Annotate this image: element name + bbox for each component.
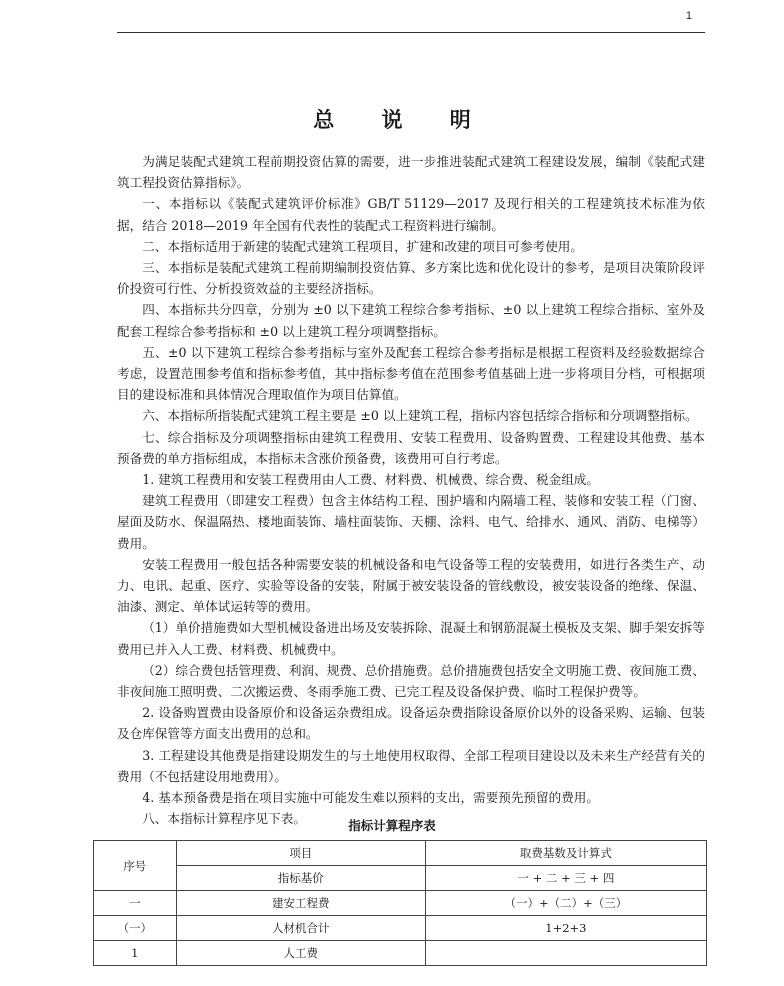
paragraph: 为满足装配式建筑工程前期投资估算的需要，进一步推进装配式建筑工程建设发展，编制《装配式建筑工程投资估算指标》。 (117, 154, 705, 191)
paragraph: 五、±0 以下建筑工程综合参考指标与室外及配套工程综合参考指标是根据工程资料及经验数据综合考虑，设置范围参考值和指标参考值，其中指标参考值在范围参考值基础上进一步将项目分档，可根据项目的建设标准和具体情况合理取值作为项目估算值。 (117, 344, 705, 403)
cell-seq: 一 (94, 891, 177, 916)
paragraph: 2. 设备购置费由设备原价和设备运杂费组成。设备运杂费指除设备原价以外的设备采购、运输、包装及仓库保管等方面支出费用的总和。 (117, 705, 705, 742)
paragraph: 建筑工程费用（即建安工程费）包含主体结构工程、围护墙和内隔墙工程、装修和安装工程（门窗、屋面及防水、保温隔热、楼地面装饰、墙柱面装饰、天棚、涂料、电气、给排水、通风、消防、电梯等）费用。 (117, 493, 705, 551)
cell-item: 人工费 (176, 941, 425, 966)
table-row (94, 866, 707, 891)
cell-item: 人材机合计 (176, 916, 425, 941)
table-header-row (94, 841, 707, 866)
paragraph: 4. 基本预备费是指在项目实施中可能发生难以预料的支出，需要预先预留的费用。 (142, 790, 599, 806)
table-row (94, 891, 707, 916)
paragraph: 1. 建筑工程费用和安装工程费用由人工费、材料费、机械费、综合费、税金组成。 (142, 472, 599, 488)
paragraph: 3. 工程建设其他费是指建设期发生的与土地使用权取得、全部工程项目建设以及未来生产经营有关的费用（不包括建设用地费用）。 (117, 747, 705, 784)
paragraph: （2）综合费包括管理费、利润、规费、总价措施费。总价措施费包括安全文明施工费、夜间施工费、非夜间施工照明费、二次搬运费、冬雨季施工费、已完工程及设备保护费、临时工程保护费等。 (117, 662, 705, 700)
paragraph: 一、本指标以《装配式建筑评价标准》GB/T 51129—2017 及现行相关的工程建筑技术标准为依据，结合 2018—2019 年全国有代表性的装配式工程资料进行编制。 (117, 196, 705, 233)
cell-formula (425, 941, 706, 966)
paragraph: 八、本指标计算程序见下表。 (142, 811, 306, 827)
header-item: 项目 (176, 841, 425, 866)
cell-item: 指标基价 (176, 866, 425, 891)
paragraph: 二、本指标适用于新建的装配式建筑工程项目，扩建和改建的项目可参考使用。 (142, 238, 583, 254)
paragraph: 三、本指标是装配式建筑工程前期编制投资估算、多方案比选和优化设计的参考，是项目决策阶段评价投资可行性、分析投资效益的主要经济指标。 (117, 260, 705, 297)
table-row (94, 916, 707, 941)
table-title: 指标计算程序表 (348, 818, 436, 833)
cell-formula: 一 + 二 + 三 + 四 (425, 866, 706, 891)
calc-procedure-table (93, 840, 707, 966)
header-rule (117, 32, 705, 33)
paragraph: 安装工程费用一般包括各种需要安装的机械设备和电气设备等工程的安装费用，如进行各类生产、动力、电讯、起重、医疗、实验等设备的安装，附属于被安装设备的管线敷设，被安装设备的绝缘、保温、油漆、测定、单体试运转等的费用。 (117, 556, 705, 615)
paragraph: 七、综合指标及分项调整指标由建筑工程费用、安装工程费用、设备购置费、工程建设其他费、基本预备费的单方指标组成，本指标未含涨价预备费，该费用可自行考虑。 (117, 429, 705, 466)
table-row (94, 941, 707, 966)
cell-seq: （一） (94, 916, 177, 941)
cell-seq: 1 (94, 941, 177, 966)
cell-item: 建安工程费 (176, 891, 425, 916)
paragraph: 四、本指标共分四章，分别为 ±0 以下建筑工程综合参考指标、±0 以上建筑工程综合指标、室外及配套工程综合参考指标和 ±0 以上建筑工程分项调整指标。 (117, 302, 705, 339)
paragraph: （1）单价措施费如大型机械设备进出场及安装拆除、混凝土和钢筋混凝土模板及支架、脚手架安拆等费用已并入人工费、材料费、机械费中。 (117, 620, 705, 657)
page-title: 总 说 明 (313, 108, 491, 132)
header-seq: 序号 (94, 841, 177, 891)
header-formula: 取费基数及计算式 (425, 841, 706, 866)
cell-formula: （一）+（二）+（三） (425, 891, 706, 916)
cell-formula: 1+2+3 (425, 916, 706, 941)
page-number: 1 (685, 10, 692, 22)
paragraph: 六、本指标所指装配式建筑工程主要是 ±0 以上建筑工程，指标内容包括综合指标和分项调整指标。 (142, 408, 698, 424)
body-text (117, 151, 705, 830)
